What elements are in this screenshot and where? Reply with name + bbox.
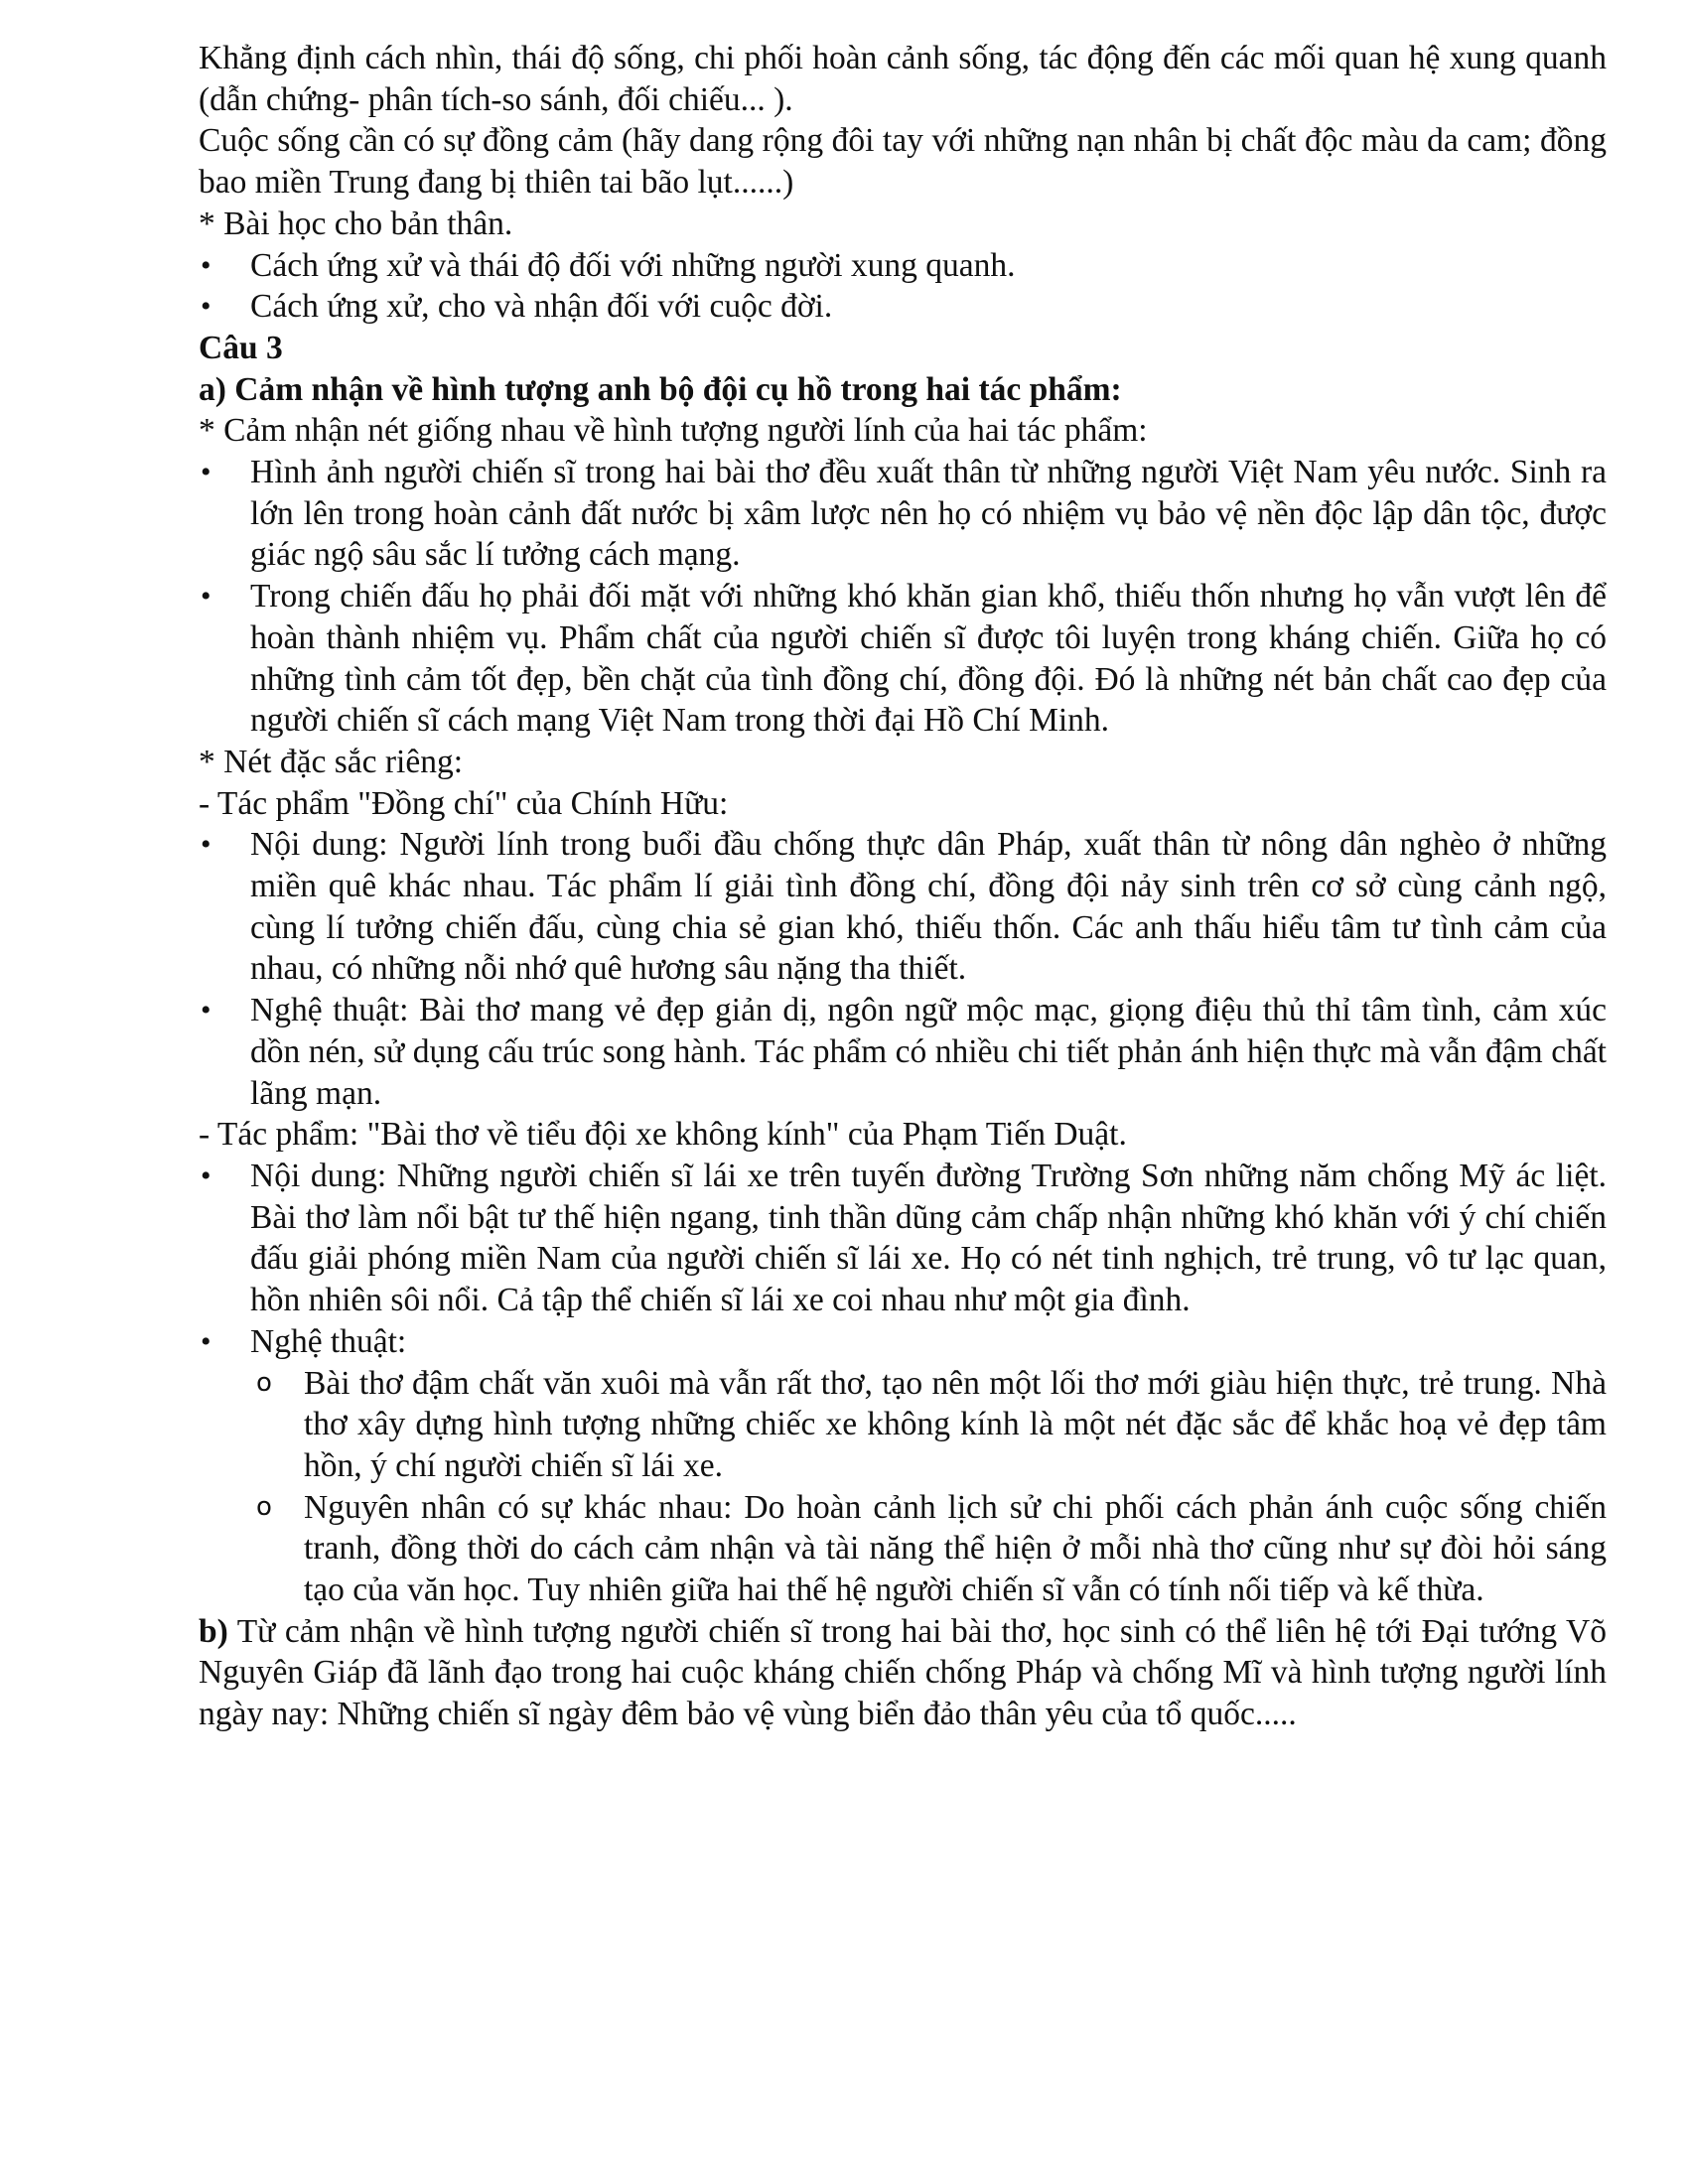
part-b-text: Từ cảm nhận về hình tượng người chiến sĩ trong hai bài thơ, học sinh có thể liên hệ tới Đại tướng Võ Nguyên Giáp đã lãnh đạo trong hai cuộc kháng chiến chống Pháp và chống Mĩ và hình tượng người lính ngày nay: Những chiến sĩ ngày đêm bảo vệ vùng biển đảo thân yêu của tổ quốc.....	[199, 1612, 1607, 1733]
similarities-heading: * Cảm nhận nét giống nhau về hình tượng người lính của hai tác phẩm:	[199, 412, 1148, 450]
lesson-heading: * Bài học cho bản thân.	[199, 205, 513, 242]
part-b-label: b)	[199, 1612, 228, 1650]
part-a-heading: a) Cảm nhận về hình tượng anh bộ đội cụ hồ trong hai tác phẩm:	[199, 370, 1122, 408]
lesson-list	[199, 245, 1607, 328]
work-1-list	[199, 824, 1607, 1114]
similarities-list	[199, 452, 1607, 742]
unique-features-heading: * Nét đặc sắc riêng:	[199, 743, 464, 780]
document-page	[199, 38, 1607, 1735]
work-2-content-item: • Nội dung: Những người chiến sĩ lái xe trên tuyến đường Trường Sơn những năm chống Mỹ ác liệt. Bài thơ làm nổi bật tư thế hiện ngang, tinh thần dũng cảm chấp nhận những khó khăn với ý chí chiến đấu giải phóng miền Nam của người chiến sĩ lái xe. Họ có nét tinh nghịch, trẻ trung, vô tư lạc quan, hồn nhiên sôi nổi. Cả tập thể chiến sĩ lái xe coi nhau như một gia đình.	[199, 1156, 1607, 1321]
work-1-heading: - Tác phẩm "Đồng chí" của Chính Hữu:	[199, 784, 729, 822]
similarity-item: • Hình ảnh người chiến sĩ trong hai bài thơ đều xuất thân từ những người Việt Nam yêu nước. Sinh ra lớn lên trong hoàn cảnh đất nước bị xâm lược nên họ có nhiệm vụ bảo vệ nền độc lập dân tộc, được giác ngộ sâu sắc lí tưởng cách mạng.	[199, 452, 1607, 576]
work-2-list	[199, 1156, 1607, 1611]
lesson-item: • Cách ứng xử, cho và nhận đối với cuộc đời.	[199, 286, 1607, 328]
art-subitem: o Nguyên nhân có sự khác nhau: Do hoàn cảnh lịch sử chi phối cách phản ánh cuộc sống chiến tranh, đồng thời do cách cảm nhận và tài năng thể hiện ở mỗi nhà thơ cũng như sự đòi hỏi sáng tạo của văn học. Tuy nhiên giữa hai thế hệ người chiến sĩ vẫn có tính nối tiếp và kế thừa.	[250, 1487, 1607, 1611]
intro-paragraph-2: Cuộc sống cần có sự đồng cảm (hãy dang rộng đôi tay với những nạn nhân bị chất độc màu da cam; đồng bao miền Trung đang bị thiên tai bão lụt......)	[199, 122, 1607, 202]
work-1-item: • Nghệ thuật: Bài thơ mang vẻ đẹp giản dị, ngôn ngữ mộc mạc, giọng điệu thủ thỉ tâm tình, cảm xúc dồn nén, sử dụng cấu trúc song hành. Tác phẩm có nhiều chi tiết phản ánh hiện thực mà vẫn đậm chất lãng mạn.	[199, 990, 1607, 1114]
lesson-item: • Cách ứng xử và thái độ đối với những người xung quanh.	[199, 245, 1607, 287]
part-b-paragraph	[199, 1611, 1607, 1735]
art-subitem: o Bài thơ đậm chất văn xuôi mà vẫn rất thơ, tạo nên một lối thơ mới giàu hiện thực, trẻ trung. Nhà thơ xây dựng hình tượng những chiếc xe không kính là một nét đặc sắc để khắc hoạ vẻ đẹp tâm hồn, ý chí người chiến sĩ lái xe.	[250, 1363, 1607, 1487]
work-2-heading: - Tác phẩm: "Bài thơ về tiểu đội xe không kính" của Phạm Tiến Duật.	[199, 1116, 1127, 1154]
work-1-item: • Nội dung: Người lính trong buổi đầu chống thực dân Pháp, xuất thân từ nông dân nghèo ở những miền quê khác nhau. Tác phẩm lí giải tình đồng chí, đồng đội nảy sinh trên cơ sở cùng cảnh ngộ, cùng lí tưởng chiến đấu, cùng chia sẻ gian khó, thiếu thốn. Các anh thấu hiểu tâm tư tình cảm của nhau, có những nỗi nhớ quê hương sâu nặng tha thiết.	[199, 824, 1607, 990]
intro-paragraph-1: Khẳng định cách nhìn, thái độ sống, chi phối hoàn cảnh sống, tác động đến các mối quan hệ xung quanh (dẫn chứng- phân tích-so sánh, đối chiếu... ).	[199, 40, 1607, 118]
work-2-art-sublist	[250, 1363, 1607, 1611]
work-2-art-label: Nghệ thuật:	[250, 1322, 407, 1360]
similarity-item: • Trong chiến đấu họ phải đối mặt với những khó khăn gian khổ, thiếu thốn nhưng họ vẫn vượt lên để hoàn thành nhiệm vụ. Phẩm chất của người chiến sĩ được tôi luyện trong kháng chiến. Giữa họ có những tình cảm tốt đẹp, bền chặt của tình đồng chí, đồng đội. Đó là những nét bản chất cao đẹp của người chiến sĩ cách mạng Việt Nam trong thời đại Hồ Chí Minh.	[199, 576, 1607, 742]
work-2-art-item	[199, 1321, 1607, 1611]
question-3-heading: Câu 3	[199, 329, 283, 366]
